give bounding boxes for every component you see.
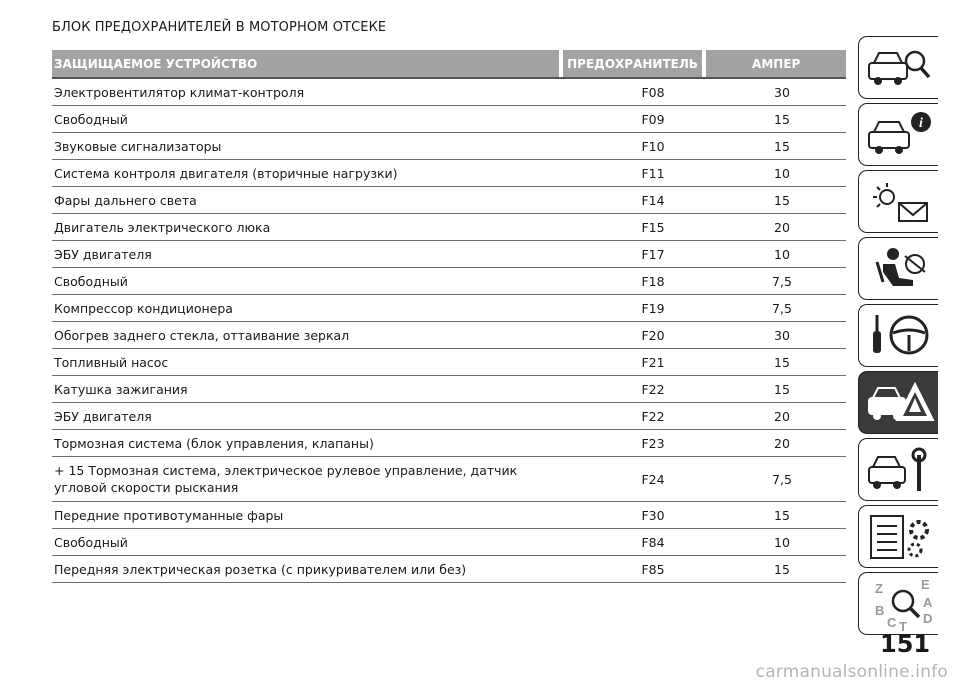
table-row (52, 502, 846, 529)
header-amp: АМПЕР (706, 50, 846, 77)
device-cell: Свободный (54, 534, 128, 550)
device-cell: ЭБУ двигателя (54, 408, 152, 424)
index-letter: E (921, 577, 930, 592)
amp-cell: 30 (774, 327, 790, 343)
fuse-cell: F21 (641, 354, 665, 370)
fuse-cell: F30 (641, 507, 665, 523)
table-row (52, 187, 846, 214)
page-title: БЛОК ПРЕДОХРАНИТЕЛЕЙ В МОТОРНОМ ОТСЕКЕ (52, 20, 387, 35)
tab-car-service[interactable] (858, 438, 938, 501)
tab-steering-key[interactable] (858, 304, 938, 367)
tab-airbag-seat[interactable] (858, 237, 938, 300)
fuse-cell: F17 (641, 246, 665, 262)
index-letter: D (923, 611, 933, 626)
fuse-table (52, 50, 846, 583)
fuse-cell: F14 (641, 192, 665, 208)
fuse-cell: F20 (641, 327, 665, 343)
table-row (52, 214, 846, 241)
table-row (52, 529, 846, 556)
warning-lights-icon (865, 175, 935, 231)
fuse-cell: F24 (641, 471, 665, 487)
table-row (52, 556, 846, 583)
amp-cell: 30 (774, 84, 790, 100)
fuse-cell: F22 (641, 381, 665, 397)
fuse-cell: F18 (641, 273, 665, 289)
tab-car-info[interactable] (858, 103, 938, 166)
device-cell: Катушка зажигания (54, 381, 188, 397)
table-body (52, 79, 846, 583)
table-row (52, 403, 846, 430)
device-cell: Передняя электрическая розетка (с прикуривателем или без) (54, 561, 467, 577)
amp-cell: 15 (774, 561, 790, 577)
table-header (52, 50, 846, 77)
amp-cell: 7,5 (772, 300, 792, 316)
table-row (52, 268, 846, 295)
watermark: carmanualsonline.info (755, 662, 948, 682)
device-cell: Фары дальнего света (54, 192, 197, 208)
amp-cell: 15 (774, 354, 790, 370)
header-device: ЗАЩИЩАЕМОЕ УСТРОЙСТВО (52, 50, 559, 77)
tab-warning-lights[interactable] (858, 170, 938, 233)
device-cell: Двигатель электрического люка (54, 219, 271, 235)
amp-cell: 7,5 (772, 471, 792, 487)
index-letter: C (887, 615, 897, 630)
fuse-cell: F22 (641, 408, 665, 424)
car-magnifier-icon (865, 41, 935, 97)
device-cell: Передние противотуманные фары (54, 507, 284, 523)
device-cell: Компрессор кондиционера (54, 300, 233, 316)
device-cell: Тормозная система (блок управления, клапаны) (54, 435, 374, 451)
fuse-cell: F10 (641, 138, 665, 154)
amp-cell: 20 (774, 408, 790, 424)
amp-cell: 10 (774, 534, 790, 550)
table-row (52, 430, 846, 457)
amp-cell: 15 (774, 138, 790, 154)
device-cell: Свободный (54, 273, 128, 289)
device-cell: Обогрев заднего стекла, оттаивание зеркал (54, 327, 350, 343)
amp-cell: 15 (774, 381, 790, 397)
fuse-cell: F85 (641, 561, 665, 577)
car-info-icon (865, 108, 935, 164)
tab-index[interactable] (858, 572, 938, 635)
specs-gear-icon (865, 510, 935, 566)
fuse-cell: F11 (641, 165, 665, 181)
alphabetical-index-icon (865, 577, 935, 633)
table-row (52, 457, 846, 502)
table-row (52, 295, 846, 322)
fuse-cell: F08 (641, 84, 665, 100)
table-row (52, 241, 846, 268)
index-letter: A (923, 595, 933, 610)
airbag-seat-icon (865, 242, 935, 298)
car-emergency-icon (865, 376, 935, 432)
tab-car-emergency[interactable] (858, 371, 938, 434)
fuse-cell: F15 (641, 219, 665, 235)
svg-text:i: i (919, 116, 923, 131)
amp-cell: 15 (774, 507, 790, 523)
device-cell: ЭБУ двигателя (54, 246, 152, 262)
chapter-tabs (858, 36, 940, 639)
device-cell: Электровентилятор климат-контроля (54, 84, 305, 100)
amp-cell: 7,5 (772, 273, 792, 289)
amp-cell: 10 (774, 165, 790, 181)
table-row (52, 349, 846, 376)
index-letter: Z (875, 581, 883, 596)
device-cell: Звуковые сигнализаторы (54, 138, 222, 154)
amp-cell: 15 (774, 192, 790, 208)
amp-cell: 15 (774, 111, 790, 127)
fuse-cell: F19 (641, 300, 665, 316)
amp-cell: 20 (774, 435, 790, 451)
device-cell: Свободный (54, 111, 128, 127)
fuse-cell: F23 (641, 435, 665, 451)
device-cell: + 15 Тормозная система, электрическое рулевое управление, датчик угловой скорости рыскания (54, 463, 518, 495)
device-cell: Система контроля двигателя (вторичные нагрузки) (54, 165, 398, 181)
index-letter: B (875, 603, 885, 618)
tab-specs[interactable] (858, 505, 938, 568)
table-row (52, 79, 846, 106)
table-row (52, 133, 846, 160)
page-number: 151 (880, 630, 931, 658)
amp-cell: 20 (774, 219, 790, 235)
table-row (52, 160, 846, 187)
table-row (52, 322, 846, 349)
fuse-cell: F09 (641, 111, 665, 127)
fuse-cell: F84 (641, 534, 665, 550)
tab-car-magnifier[interactable] (858, 36, 938, 99)
steering-wheel-key-icon (865, 309, 935, 365)
device-cell: Топливный насос (54, 354, 169, 370)
table-row (52, 106, 846, 133)
amp-cell: 10 (774, 246, 790, 262)
table-row (52, 376, 846, 403)
index-letter: T (899, 619, 907, 633)
header-fuse: ПРЕДОХРАНИТЕЛЬ (563, 50, 703, 77)
car-service-wrench-icon (865, 443, 935, 499)
